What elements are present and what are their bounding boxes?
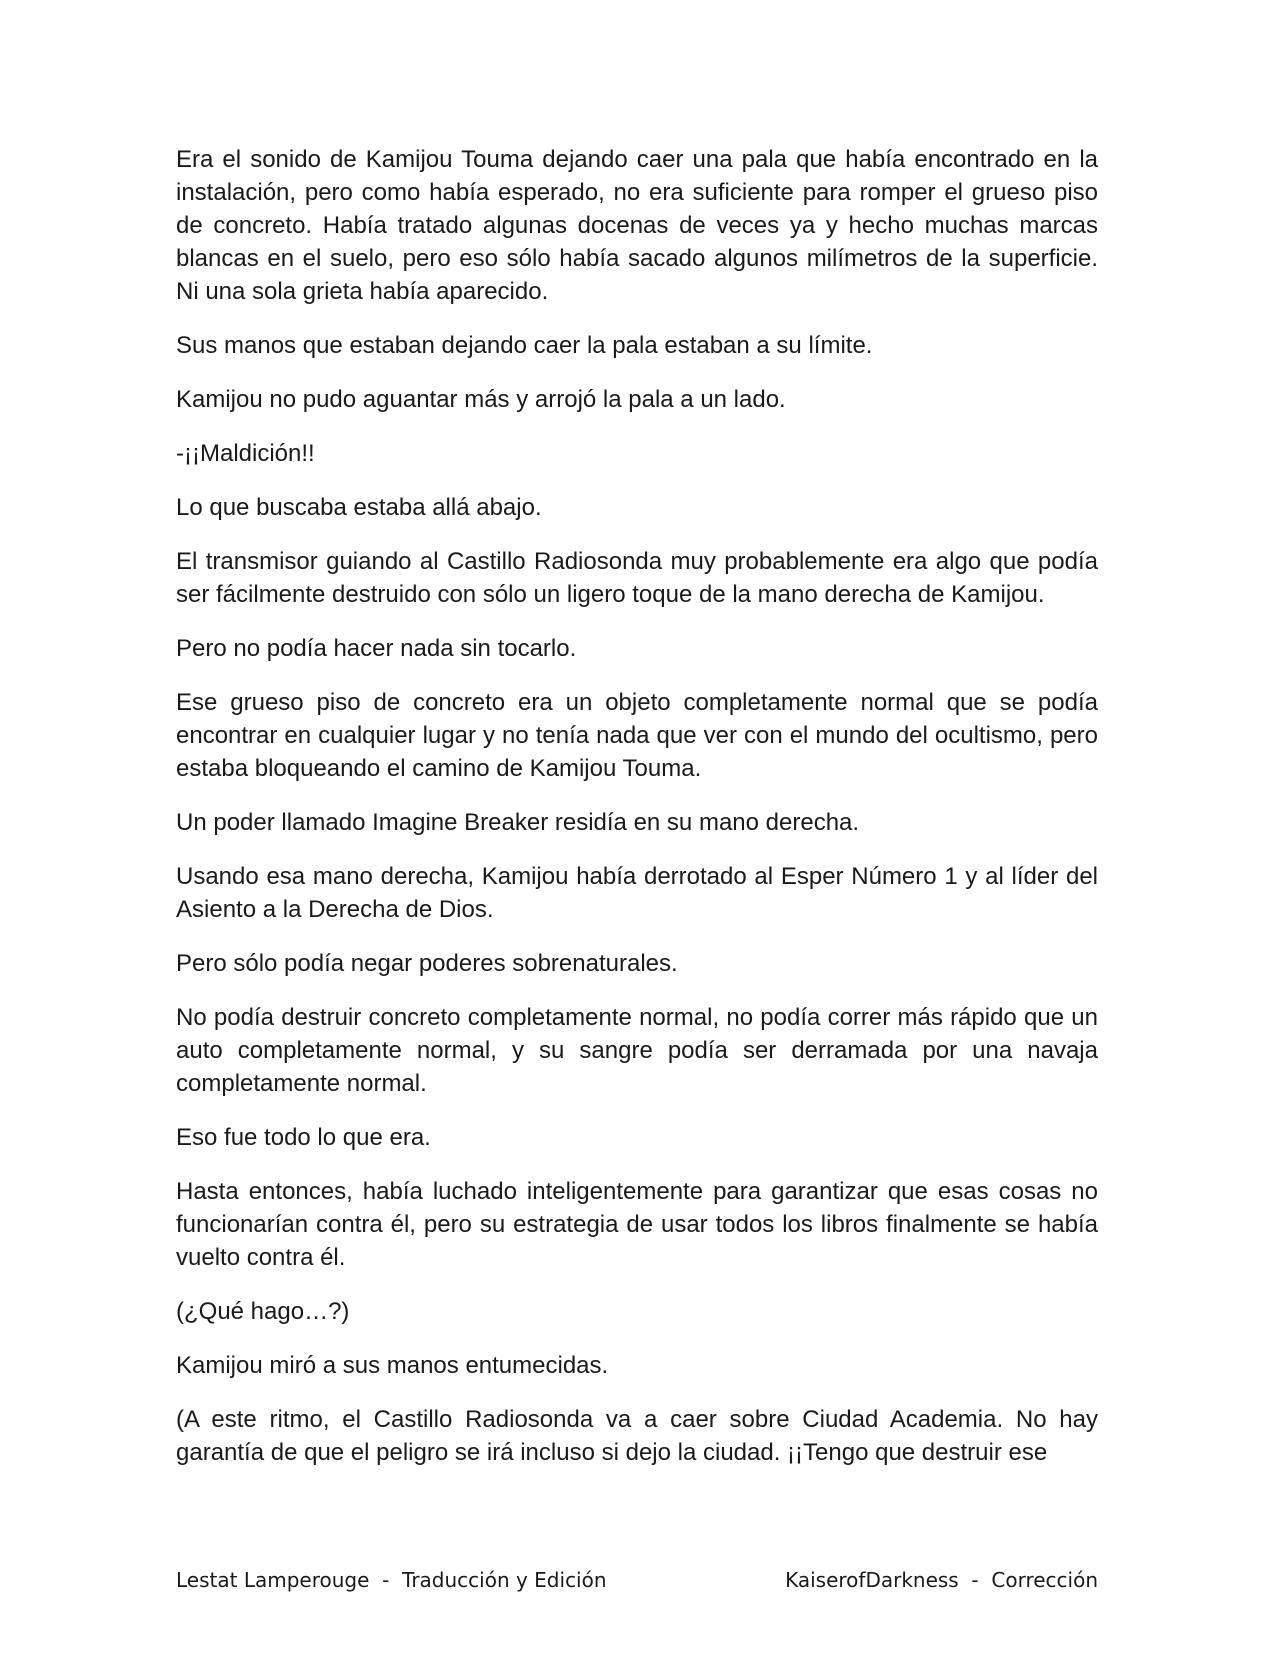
paragraph: Lo que buscaba estaba allá abajo. bbox=[176, 494, 542, 521]
footer-translator-credit: Lestat Lamperouge - Traducción y Edición bbox=[176, 1568, 607, 1592]
paragraph: -¡¡Maldición!! bbox=[176, 440, 315, 467]
paragraph: Ese grueso piso de concreto era un objeto completamente normal que se podía encontrar en cualquier lugar y no tenía nada que ver con el mundo del ocultismo, pero estaba bloqueando el camino de Kamijou Touma. bbox=[176, 689, 1098, 782]
paragraph: Kamijou miró a sus manos entumecidas. bbox=[176, 1352, 609, 1379]
paragraph: Kamijou no pudo aguantar más y arrojó la pala a un lado. bbox=[176, 386, 786, 413]
paragraph: Pero no podía hacer nada sin tocarlo. bbox=[176, 635, 577, 662]
paragraph: Sus manos que estaban dejando caer la pala estaban a su límite. bbox=[176, 332, 873, 359]
footer-proofreader-credit: KaiserofDarkness - Corrección bbox=[785, 1568, 1098, 1592]
paragraph: (A este ritmo, el Castillo Radiosonda va a caer sobre Ciudad Academia. No hay garantía de que el peligro se irá incluso si dejo la ciudad. ¡¡Tengo que destruir ese bbox=[176, 1406, 1098, 1466]
paragraph: (¿Qué hago…?) bbox=[176, 1298, 350, 1325]
paragraph: Eso fue todo lo que era. bbox=[176, 1124, 431, 1151]
body-text bbox=[176, 143, 1098, 1490]
paragraph: No podía destruir concreto completamente normal, no podía correr más rápido que un auto completamente normal, y su sangre podía ser derramada por una navaja completamente normal. bbox=[176, 1004, 1098, 1097]
page-footer bbox=[176, 1568, 1098, 1592]
paragraph: Usando esa mano derecha, Kamijou había derrotado al Esper Número 1 y al líder del Asiento a la Derecha de Dios. bbox=[176, 863, 1098, 923]
paragraph: Pero sólo podía negar poderes sobrenaturales. bbox=[176, 950, 678, 977]
paragraph: Hasta entonces, había luchado inteligentemente para garantizar que esas cosas no funcionarían contra él, pero su estrategia de usar todos los libros finalmente se había vuelto contra él. bbox=[176, 1178, 1098, 1271]
paragraph: Era el sonido de Kamijou Touma dejando caer una pala que había encontrado en la instalación, pero como había esperado, no era suficiente para romper el grueso piso de concreto. Había tratado algunas docenas de veces ya y hecho muchas marcas blancas en el suelo, pero eso sólo había sacado algunos milímetros de la superficie. Ni una sola grieta había aparecido. bbox=[176, 146, 1098, 305]
paragraph: Un poder llamado Imagine Breaker residía en su mano derecha. bbox=[176, 809, 860, 836]
paragraph: El transmisor guiando al Castillo Radiosonda muy probablemente era algo que podía ser fácilmente destruido con sólo un ligero toque de la mano derecha de Kamijou. bbox=[176, 548, 1098, 608]
